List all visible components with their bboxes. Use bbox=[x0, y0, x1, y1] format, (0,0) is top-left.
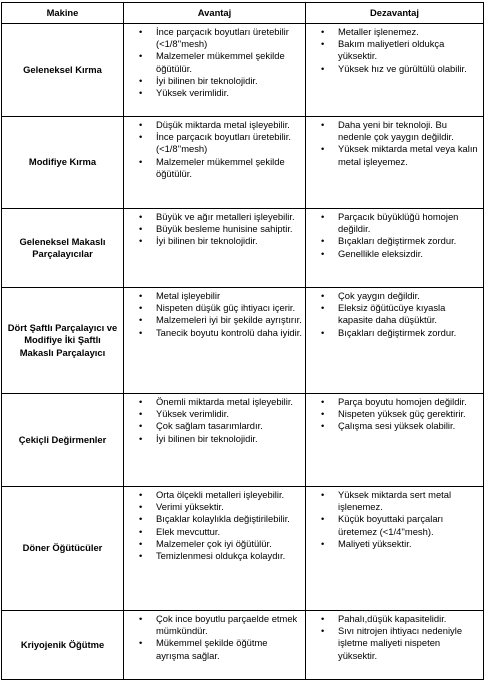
machine-comparison-table bbox=[1, 2, 484, 680]
table-row bbox=[2, 487, 484, 611]
advantages-cell bbox=[124, 487, 306, 611]
disadvantage-item: • Çok yaygın değildir. bbox=[309, 290, 480, 302]
disadvantage-item: • Eleksiz öğütücüye kıyasla kapasite daha düşüktür. bbox=[309, 302, 480, 326]
advantage-item: • Düşük miktarda metal işleyebilir. bbox=[127, 119, 302, 131]
disadvantage-item: • Yüksek hız ve gürültülü olabilir. bbox=[309, 63, 480, 75]
advantage-item: • Çok ince boyutlu parçaelde etmek mümkündür. bbox=[127, 613, 302, 637]
machine-name: Döner Öğütücüler bbox=[2, 487, 124, 611]
disadvantage-item: • Bıçakları değiştirmek zordur. bbox=[309, 327, 480, 339]
advantage-item: • İnce parçacık boyutları üretebilir.(<1/8''mesh) bbox=[127, 131, 302, 155]
machine-name: Dört Şaftlı Parçalayıcı ve Modifiye İki Şaftlı Makaslı Parçalayıcı bbox=[2, 288, 124, 394]
disadvantages-cell bbox=[306, 117, 484, 209]
advantage-item: • İyi bilinen bir teknolojidir. bbox=[127, 75, 302, 87]
table-row bbox=[2, 24, 484, 117]
advantage-item: • Önemli miktarda metal işleyebilir. bbox=[127, 396, 302, 408]
advantages-cell bbox=[124, 117, 306, 209]
advantage-item: • Verimi yüksektir. bbox=[127, 501, 302, 513]
disadvantage-item: • Bıçakları değiştirmek zordur. bbox=[309, 235, 480, 247]
header-machine: Makine bbox=[2, 3, 124, 24]
disadvantages-cell bbox=[306, 209, 484, 288]
disadvantages-cell bbox=[306, 24, 484, 117]
header-disadvantage: Dezavantaj bbox=[306, 3, 484, 24]
machine-name: Kriyojenik Öğütme bbox=[2, 611, 124, 680]
advantage-item: • Temizlenmesi oldukça kolaydır. bbox=[127, 550, 302, 562]
advantage-item: • Yüksek verimlidir. bbox=[127, 408, 302, 420]
machine-name: Geleneksel Makaslı Parçalayıcılar bbox=[2, 209, 124, 288]
advantage-item: • Büyük ve ağır metalleri işleyebilir. bbox=[127, 211, 302, 223]
disadvantage-item: • Yüksek miktarda sert metal işlenemez. bbox=[309, 489, 480, 513]
advantage-item: • İyi bilinen bir teknolojidir. bbox=[127, 235, 302, 247]
machine-name: Geleneksel Kırma bbox=[2, 24, 124, 117]
advantage-item: • Malzemeleri iyi bir şekilde ayrıştırır. bbox=[127, 314, 302, 326]
advantage-item: • İnce parçacık boyutları üretebilir (<1/8''mesh) bbox=[127, 26, 302, 50]
disadvantage-item: • Nispeten yüksek güç gerektirir. bbox=[309, 408, 480, 420]
advantage-item: • Malzemeler mükemmel şekilde öğütülür. bbox=[127, 50, 302, 74]
disadvantage-item: • Küçük boyuttaki parçaları üretemez (<1/4''mesh). bbox=[309, 513, 480, 537]
disadvantages-cell bbox=[306, 611, 484, 680]
advantages-cell bbox=[124, 24, 306, 117]
advantage-item: • Yüksek verimlidir. bbox=[127, 87, 302, 99]
advantage-item: • Nispeten düşük güç ihtiyacı içerir. bbox=[127, 302, 302, 314]
disadvantage-item: • Metaller işlenemez. bbox=[309, 26, 480, 38]
disadvantage-item: • Sıvı nitrojen ihtiyacı nedeniyle işletme maliyeti nispeten yüksektir. bbox=[309, 625, 480, 662]
table-row bbox=[2, 117, 484, 209]
disadvantage-item: • Daha yeni bir teknoloji. Bu nedenle çok yaygın değildir. bbox=[309, 119, 480, 143]
advantage-item: • Malzemeler çok iyi öğütülür. bbox=[127, 538, 302, 550]
disadvantage-item: • Maliyeti yüksektir. bbox=[309, 538, 480, 550]
advantage-item: • Çok sağlam tasarımlardır. bbox=[127, 420, 302, 432]
advantage-item: • Orta ölçekli metalleri işleyebilir. bbox=[127, 489, 302, 501]
disadvantage-item: • Parçacık büyüklüğü homojen değildir. bbox=[309, 211, 480, 235]
machine-name: Modifiye Kırma bbox=[2, 117, 124, 209]
disadvantage-item: • Genellikle eleksizdir. bbox=[309, 248, 480, 260]
disadvantage-item: • Bakım maliyetleri oldukça yüksektir. bbox=[309, 38, 480, 62]
advantage-item: • Metal işleyebilir bbox=[127, 290, 302, 302]
table-row bbox=[2, 288, 484, 394]
advantage-item: • Büyük besleme hunisine sahiptir. bbox=[127, 223, 302, 235]
disadvantage-item: • Pahalı,düşük kapasitelidir. bbox=[309, 613, 480, 625]
table-row bbox=[2, 611, 484, 680]
disadvantages-cell bbox=[306, 487, 484, 611]
header-row bbox=[2, 3, 484, 24]
advantages-cell bbox=[124, 394, 306, 487]
advantages-cell bbox=[124, 611, 306, 680]
disadvantages-cell bbox=[306, 288, 484, 394]
header-advantage: Avantaj bbox=[124, 3, 306, 24]
disadvantage-item: • Yüksek miktarda metal veya kalın metal işleyemez. bbox=[309, 143, 480, 167]
table-row bbox=[2, 394, 484, 487]
advantage-item: • Mükemmel şekilde öğütme ayrışma sağlar. bbox=[127, 637, 302, 661]
advantages-cell bbox=[124, 288, 306, 394]
advantage-item: • Elek mevcuttur. bbox=[127, 526, 302, 538]
disadvantage-item: • Çalışma sesi yüksek olabilir. bbox=[309, 420, 480, 432]
advantage-item: • İyi bilinen bir teknolojidir. bbox=[127, 433, 302, 445]
advantages-cell bbox=[124, 209, 306, 288]
advantage-item: • Malzemeler mükemmel şekilde öğütülür. bbox=[127, 156, 302, 180]
machine-name: Çekiçli Değirmenler bbox=[2, 394, 124, 487]
disadvantages-cell bbox=[306, 394, 484, 487]
table-row bbox=[2, 209, 484, 288]
advantage-item: • Bıçaklar kolaylıkla değiştirilebilir. bbox=[127, 513, 302, 525]
disadvantage-item: • Parça boyutu homojen değildir. bbox=[309, 396, 480, 408]
advantage-item: • Tanecik boyutu kontrolü daha iyidir. bbox=[127, 327, 302, 339]
